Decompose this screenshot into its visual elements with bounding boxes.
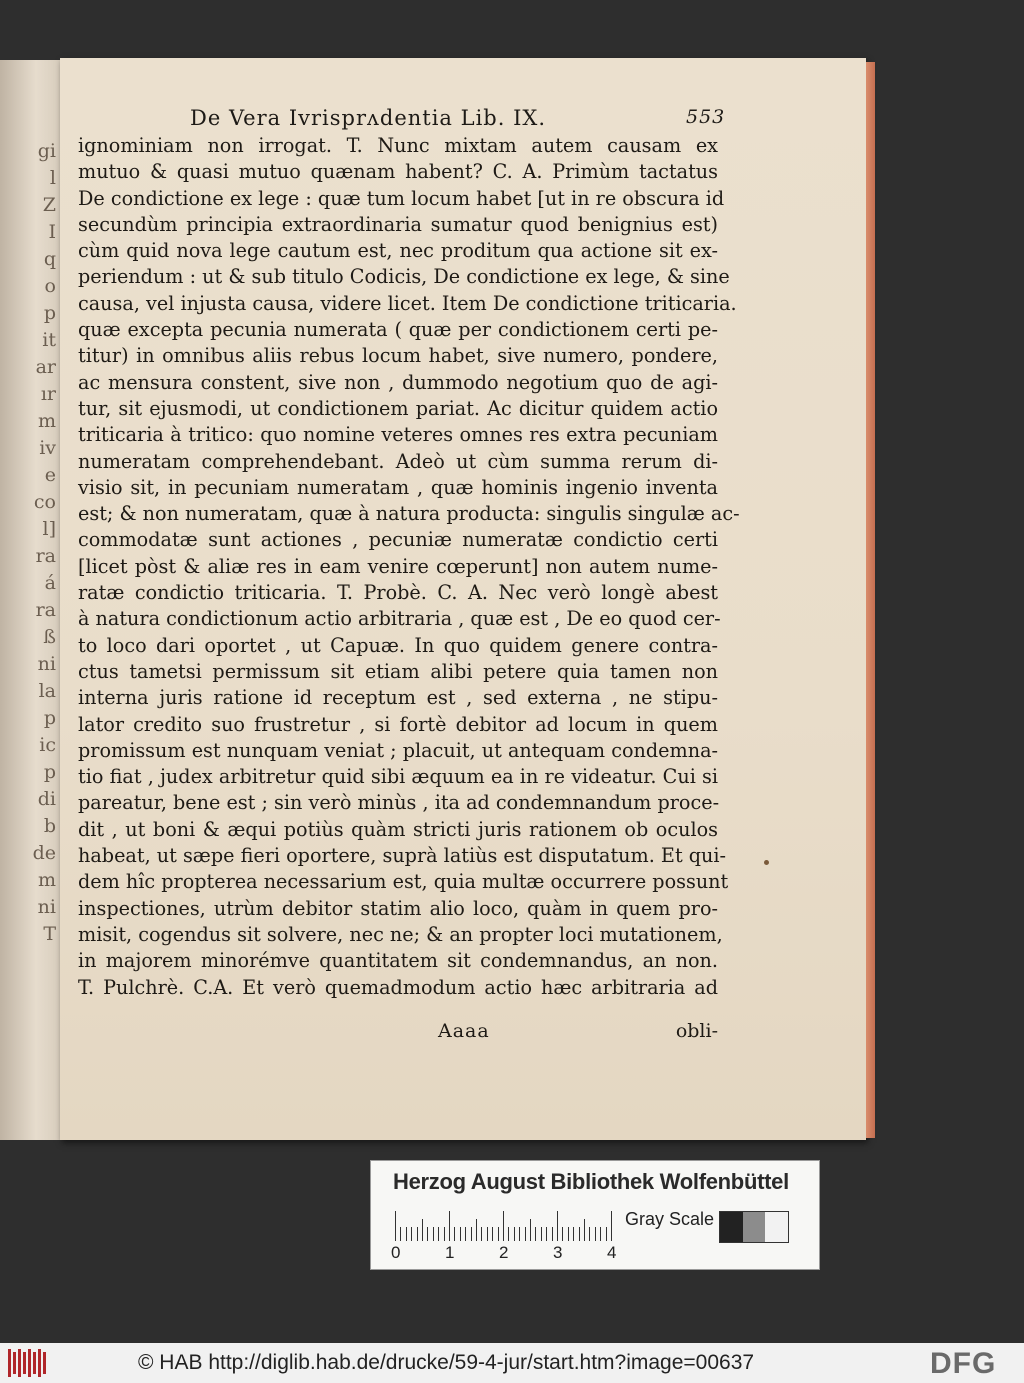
ruler-tick xyxy=(508,1227,509,1241)
text-line: quæ excepta pecunia numerata ( quæ per condictionem certi pe- xyxy=(78,318,718,342)
signature-mark: Aaaa xyxy=(438,1020,490,1042)
body-text xyxy=(78,133,740,1001)
ruler-tick xyxy=(417,1227,418,1241)
ruler-tick xyxy=(600,1227,601,1241)
ruler-number: 3 xyxy=(553,1243,563,1262)
ruler-numbers xyxy=(391,1243,631,1265)
facing-page-fragment: iv xyxy=(39,437,56,459)
logo-bar xyxy=(43,1352,46,1374)
library-color-card xyxy=(370,1160,820,1270)
facing-page-fragment: ni xyxy=(37,653,56,675)
ruler-tick xyxy=(568,1227,569,1241)
catchword: obli- xyxy=(675,1020,718,1042)
facing-page-fragment: p xyxy=(43,761,56,783)
ink-speck xyxy=(764,860,769,865)
ruler-tick xyxy=(579,1227,580,1241)
ruler-tick xyxy=(562,1227,563,1241)
text-line: tur, sit ejusmodi, ut condictionem pariat. Ac dicitur quidem actio xyxy=(78,396,718,420)
facing-page-fragment: ß xyxy=(43,626,56,648)
text-line: promissum est nunquam veniat ; placuit, ut antequam condemna- xyxy=(78,738,718,762)
facing-page-fragment: b xyxy=(43,815,56,837)
copyright-link[interactable]: © HAB http://diglib.hab.de/drucke/59-4-jur/start.htm?image=00637 xyxy=(138,1351,755,1374)
text-line: tio fiat , judex arbitretur quid sibi æquum ea in re videatur. Cui si xyxy=(78,765,718,789)
text-line: est; & non numeratam, quæ à natura producta: singulis singulæ ac- xyxy=(78,502,740,526)
text-line: visio sit, in pecuniam numeratam , quæ hominis ingenio inventa xyxy=(78,475,718,499)
gray-swatch xyxy=(765,1212,788,1242)
text-line: secundùm principia extraordinaria sumatur quod benignius est) xyxy=(78,212,718,236)
text-line: ac mensura constent, sive non , dummodo negotium quo de agi- xyxy=(78,370,718,394)
running-head-title: De Vera Ivrisprʌdentia Lib. IX. xyxy=(190,106,546,130)
ruler-tick xyxy=(454,1227,455,1241)
facing-page-fragment: o xyxy=(44,275,56,297)
text-line: to loco dari oportet , ut Capuæ. In quo quidem genere contra- xyxy=(78,633,718,657)
ruler-number: 1 xyxy=(445,1243,455,1262)
logo-bar xyxy=(8,1349,11,1377)
ruler-tick xyxy=(535,1227,536,1241)
text-line: misit, cogendus sit solvere, nec ne; & an propter loci mutationem, xyxy=(78,922,723,946)
facing-page-fragment: di xyxy=(37,788,56,810)
logo-bar xyxy=(33,1352,36,1374)
text-line: habeat, ut sæpe fieri oportere, suprà latiùs est disputatum. Et qui- xyxy=(78,844,727,868)
logo-bar xyxy=(38,1349,41,1377)
text-line: [licet pòst & aliæ res in eam venire cœperunt] non autem nume- xyxy=(78,554,718,578)
text-line: lator credito suo frustretur , si fortè debitor ad locum in quem xyxy=(78,712,718,736)
ruler-tick xyxy=(444,1227,445,1241)
text-line: dem hîc propterea necessarium est, quia multæ occurrere possunt xyxy=(78,870,729,894)
ruler-tick xyxy=(525,1227,526,1241)
text-line: inspectiones, utrùm debitor statim alio loco, quàm in quem pro- xyxy=(78,896,718,920)
facing-page-fragment: ni xyxy=(37,896,56,918)
ruler-tick xyxy=(541,1227,542,1241)
text-line: T. Pulchrè. C.A. Et verò quemadmodum actio hæc arbitraria ad xyxy=(78,975,718,999)
ruler-tick xyxy=(406,1227,407,1241)
ruler-tick xyxy=(427,1227,428,1241)
text-line: commodatæ sunt actiones , pecuniæ numeratæ condictio certi xyxy=(78,528,718,552)
ruler-tick xyxy=(481,1227,482,1241)
facing-page-fragment: p xyxy=(43,707,56,729)
facing-page-fragment: ır xyxy=(40,383,56,405)
ruler-tick xyxy=(492,1227,493,1241)
ruler-tick xyxy=(411,1227,412,1241)
hab-logo-icon xyxy=(8,1349,48,1377)
facing-page-fragment: ar xyxy=(35,356,56,378)
ruler-tick xyxy=(465,1227,466,1241)
ruler-tick xyxy=(519,1227,520,1241)
logo-bar xyxy=(18,1349,21,1377)
ruler-tick xyxy=(546,1227,547,1241)
text-line: numeratam comprehendebant. Adeò ut cùm summa rerum di- xyxy=(78,449,718,473)
ruler-tick xyxy=(589,1227,590,1241)
ruler-tick xyxy=(395,1211,396,1241)
facing-page-fragment: it xyxy=(42,329,56,351)
gray-scale-label: Gray Scale xyxy=(625,1209,715,1229)
text-line: ctus tametsi permissum sit etiam alibi petere quia tamen non xyxy=(78,659,718,683)
text-line: pareatur, bene est ; sin verò minùs , ita ad condemnandum proce- xyxy=(78,791,720,815)
facing-page-fragment: la xyxy=(38,680,56,702)
gray-scale-swatches xyxy=(719,1211,789,1243)
facing-page-fragment: ic xyxy=(39,734,56,756)
facing-page-fragment: q xyxy=(43,248,56,270)
ruler-number: 0 xyxy=(391,1243,401,1262)
ruler-number: 4 xyxy=(607,1243,617,1262)
ruler-tick xyxy=(606,1227,607,1241)
ruler-tick xyxy=(460,1227,461,1241)
facing-page-fragment: e xyxy=(44,464,56,486)
ruler-tick xyxy=(476,1219,477,1241)
ruler-tick xyxy=(471,1227,472,1241)
facing-page-fragment: m xyxy=(37,869,56,891)
text-line: dit , ut boni & æqui potiùs quàm stricti juris rationem ob oculos xyxy=(78,817,718,841)
ruler-tick xyxy=(449,1211,450,1241)
ruler-tick xyxy=(400,1227,401,1241)
ruler-tick xyxy=(552,1227,553,1241)
facing-page-fragment: l xyxy=(49,167,56,189)
text-line: mutuo & quasi mutuo quænam habent? C. A. Primùm tactatus xyxy=(78,160,718,184)
ruler-tick xyxy=(438,1227,439,1241)
facing-page-fragment: T xyxy=(43,923,56,945)
text-line: triticaria à tritico: quo nomine veteres omnes res extra pecuniam xyxy=(78,423,718,447)
ruler-tick xyxy=(498,1227,499,1241)
facing-page-fragment: m xyxy=(37,410,56,432)
viewer-footer xyxy=(0,1343,1024,1383)
ruler-tick xyxy=(611,1211,612,1241)
ruler-tick xyxy=(557,1211,558,1241)
facing-page-fragment: p xyxy=(43,302,56,324)
text-line: causa, vel injusta causa, videre licet. Item De condictione triticaria. xyxy=(78,291,737,315)
ruler-tick xyxy=(514,1227,515,1241)
ruler-tick xyxy=(595,1227,596,1241)
logo-bar xyxy=(13,1352,16,1374)
text-line: interna juris ratione id receptum est , sed externa , ne stipu- xyxy=(78,686,718,710)
ruler-tick xyxy=(503,1211,504,1241)
scale-ruler xyxy=(395,1209,617,1241)
page-footer xyxy=(438,1020,718,1048)
ruler-tick xyxy=(584,1219,585,1241)
logo-bar xyxy=(23,1352,26,1374)
page-fore-edge xyxy=(866,62,875,1138)
ruler-tick xyxy=(573,1227,574,1241)
facing-page-fragment: l] xyxy=(42,518,56,540)
ruler-tick xyxy=(433,1227,434,1241)
text-line: in majorem minorémve quantitatem sit condemnandus, an non. xyxy=(78,949,718,973)
ruler-tick xyxy=(422,1219,423,1241)
text-line: ratæ condictio triticaria. T. Probè. C. A. Nec verò longè abest xyxy=(78,581,718,605)
library-name: Herzog August Bibliothek Wolfenbüttel xyxy=(393,1169,789,1194)
text-line: titur) in omnibus aliis rebus locum habet, sive numero, pondere, xyxy=(78,344,718,368)
gray-swatch xyxy=(720,1212,743,1242)
ruler-tick xyxy=(487,1227,488,1241)
page-number: 553 xyxy=(686,106,726,128)
gray-swatch xyxy=(743,1212,766,1242)
running-head xyxy=(190,106,740,134)
facing-page-fragment: co xyxy=(33,491,56,513)
facing-page-edge xyxy=(0,60,60,1140)
logo-bar xyxy=(28,1349,31,1377)
facing-page-fragment: á xyxy=(44,572,56,594)
dfg-logo: DFG xyxy=(930,1347,997,1380)
text-line: ignominiam non irrogat. T. Nunc mixtam autem causam ex xyxy=(78,134,718,157)
facing-page-fragment: gi xyxy=(37,140,56,162)
text-line: à natura condictionum actio arbitraria , quæ est , De eo quod cer- xyxy=(78,607,721,631)
facing-page-fragment: ra xyxy=(35,599,56,621)
text-line: De condictione ex lege : quæ tum locum habet [ut in re obscura id xyxy=(78,186,725,210)
facing-page-fragment: Z xyxy=(42,194,56,216)
facing-page-fragment: ra xyxy=(35,545,56,567)
facing-page-fragment: de xyxy=(32,842,56,864)
facing-page-fragment: I xyxy=(48,221,56,243)
text-line: cùm quid nova lege cautum est, nec proditum qua actione sit ex- xyxy=(78,239,718,263)
text-line: periendum : ut & sub titulo Codicis, De condictione ex lege, & sine xyxy=(78,265,730,289)
ruler-tick xyxy=(530,1219,531,1241)
ruler-number: 2 xyxy=(499,1243,509,1262)
